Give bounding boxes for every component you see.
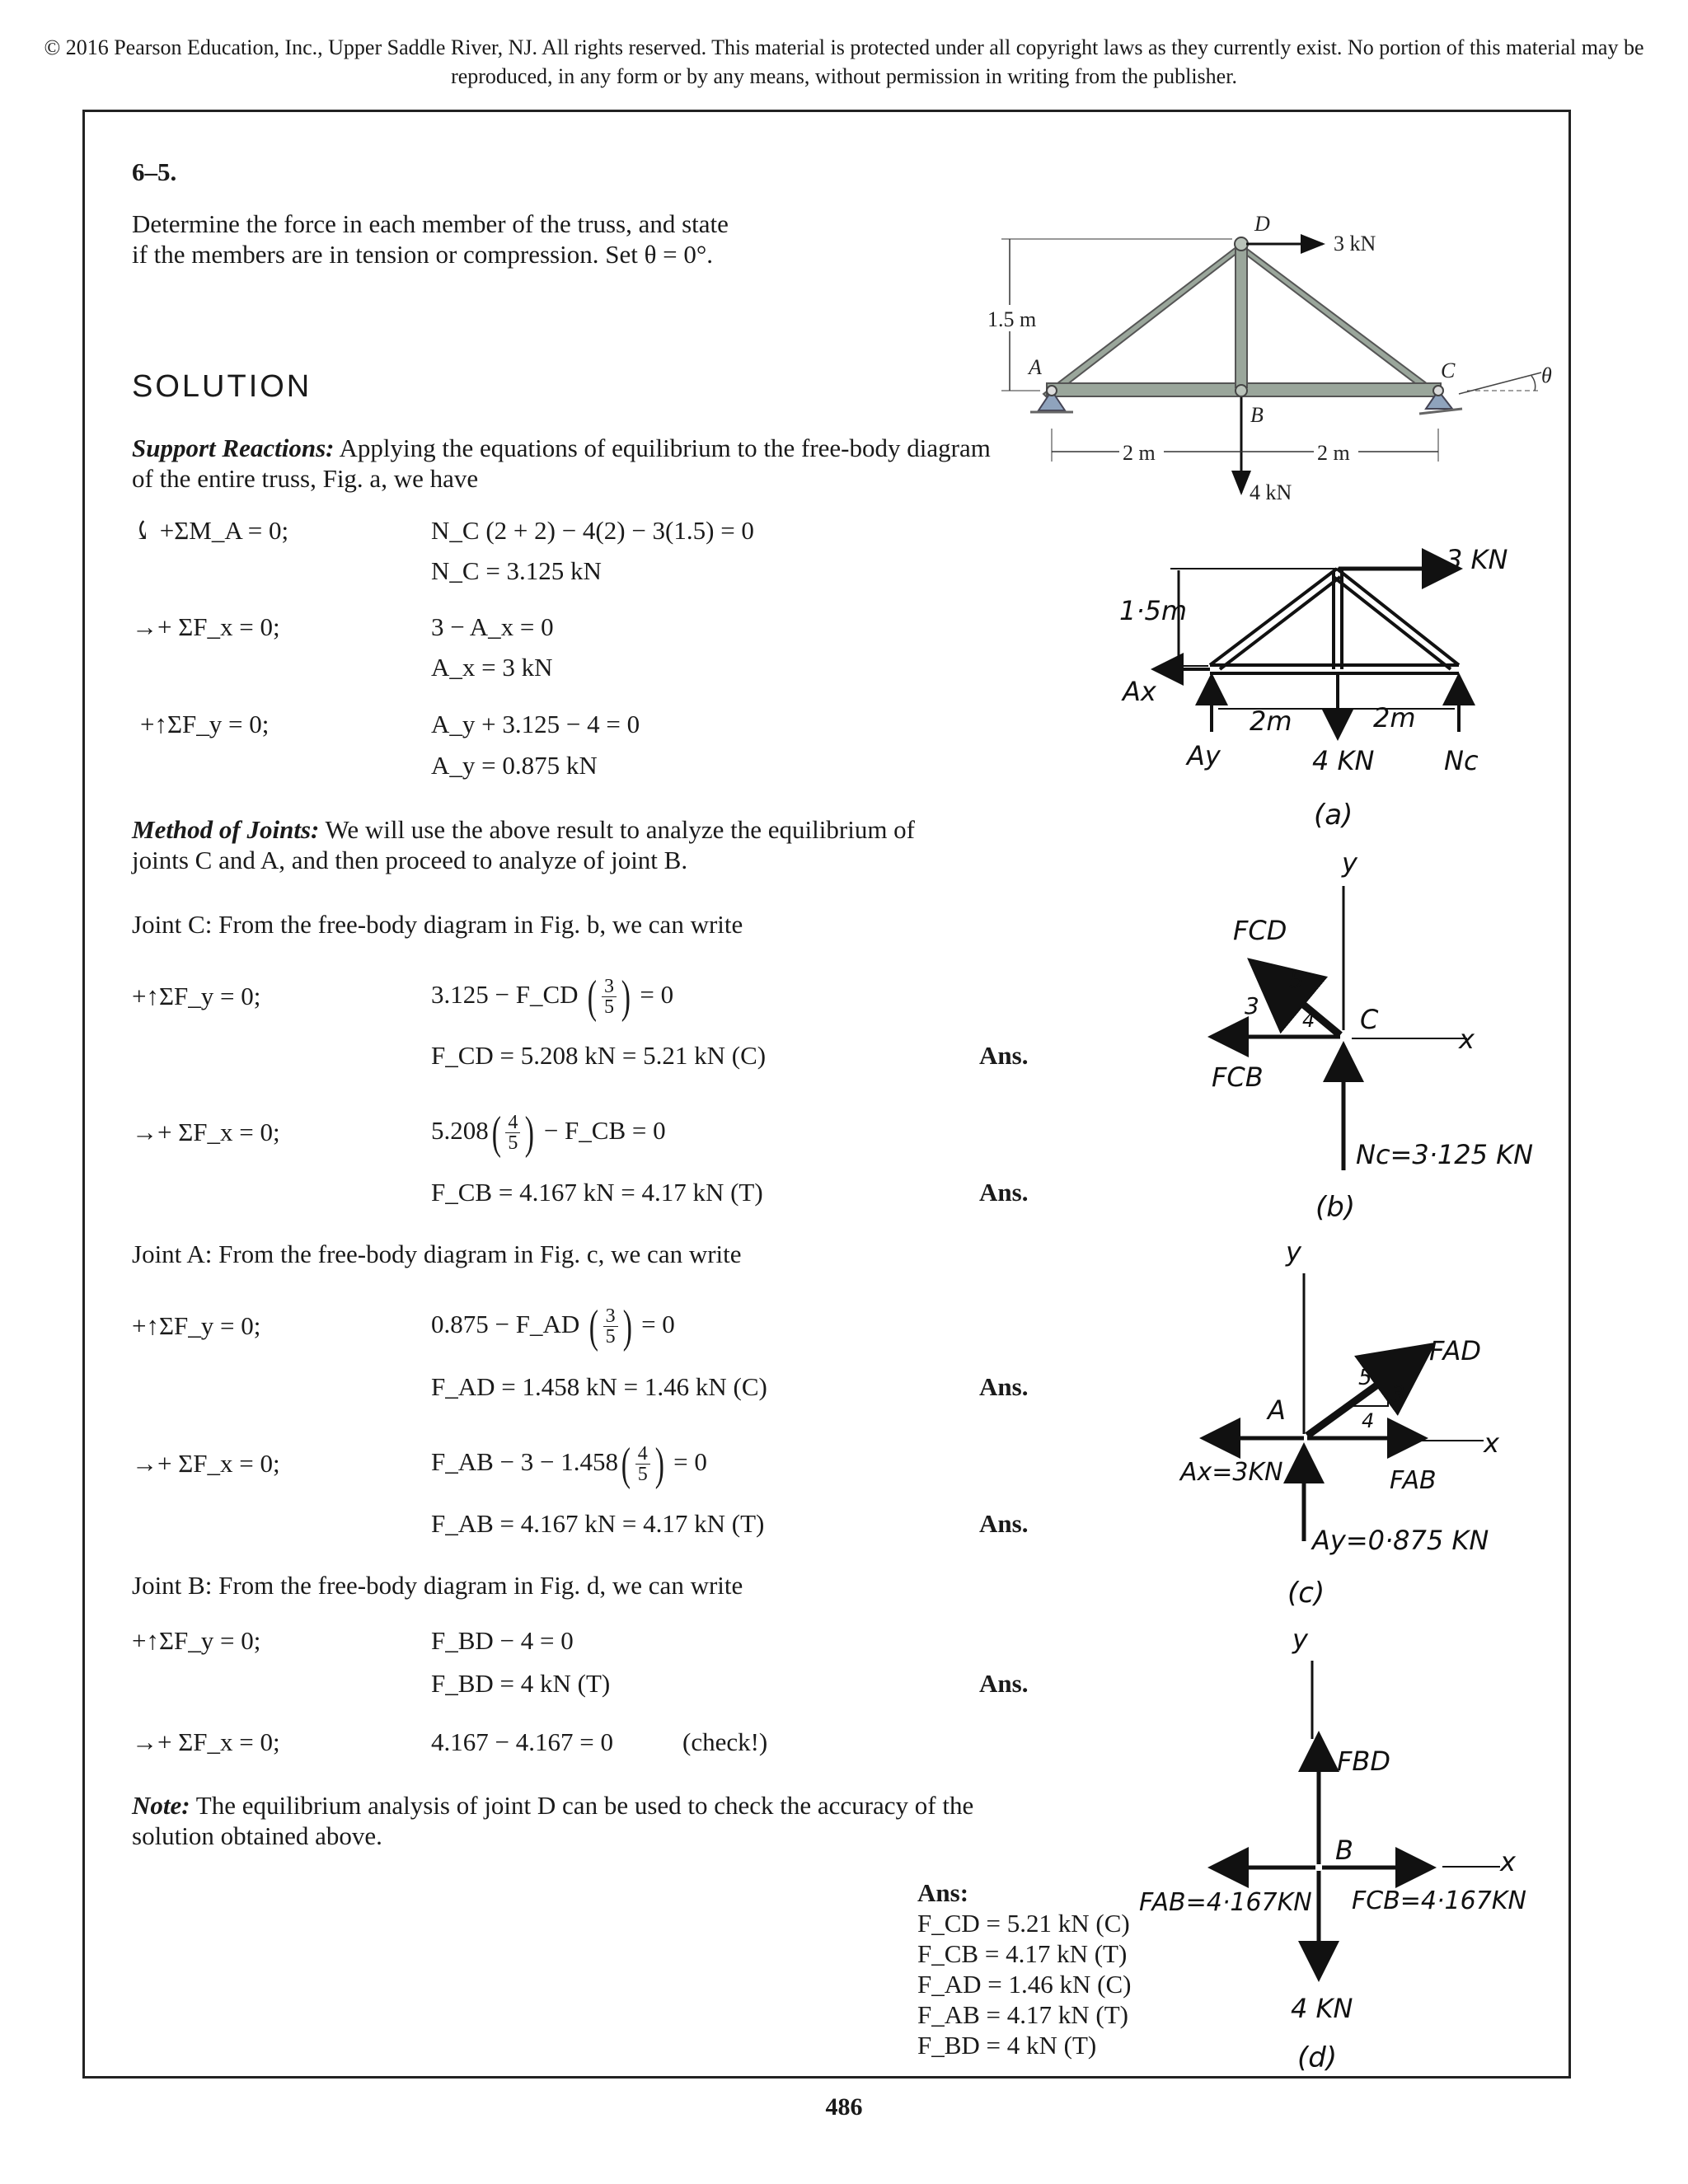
fbd-c-y: y	[1286, 1236, 1301, 1268]
support-text-1: Applying the equations of equilibrium to the free-body diagram	[334, 434, 991, 462]
fbd-a-caption: (a)	[1314, 799, 1353, 832]
paren-close: )	[525, 1107, 535, 1159]
fbd-b-c: C	[1360, 1004, 1379, 1035]
joint-a-fx-eq	[431, 1433, 707, 1491]
problem-line-1: Determine the force in each member of the truss, and state	[132, 209, 729, 238]
joint-a-fad-result: F_AD = 1.458 kN = 1.46 kN (C)	[431, 1372, 767, 1401]
fbd-a	[1096, 527, 1558, 845]
fbd-b	[1187, 832, 1533, 1236]
problem-number: 6–5.	[132, 157, 177, 186]
paren-open: (	[588, 971, 598, 1023]
fbd-c-side-4: 4	[1362, 1409, 1375, 1432]
support-title: Support Reactions:	[132, 434, 335, 462]
fbd-c-side-3: 3	[1391, 1382, 1405, 1407]
eq-moment-lhs: ⤹ +ΣM_A = 0;	[132, 516, 289, 545]
truss-figure	[973, 206, 1552, 511]
joint-a-intro: Joint A: From the free-body diagram in Fig. c, we can write	[132, 1240, 742, 1268]
fbd-b-caption: (b)	[1315, 1191, 1356, 1224]
fbd-c-fab: FAB	[1390, 1466, 1437, 1495]
copyright-notice: © 2016 Pearson Education, Inc., Upper Saddle River, NJ. All rights reserved. This material is protected under all copyright laws as they currently exist. No portion of this material may be reproduced, in any form or by any means, without permission in writing from the publisher.	[44, 35, 1644, 88]
fbd-a-load-b: 4 KN	[1312, 745, 1375, 776]
frac-den: 5	[603, 996, 614, 1019]
frac-num: 3	[603, 1306, 618, 1327]
fbd-c-side-5: 5	[1358, 1366, 1372, 1390]
answer-label-fad: Ans.	[979, 1372, 1029, 1401]
joint-d	[1235, 237, 1248, 251]
fbd-c	[1170, 1220, 1533, 1615]
joint-b-check: (check!)	[682, 1727, 768, 1756]
eq-moment-line-1: N_C (2 + 2) − 4(2) − 3(1.5) = 0	[431, 516, 754, 545]
paren-open: (	[588, 1301, 598, 1352]
joint-c-fy-lhs: +↑ΣF_y = 0;	[132, 982, 261, 1010]
fbd-d-x: x	[1500, 1846, 1516, 1877]
eq-fy-lhs: +↑ΣF_y = 0;	[140, 710, 270, 738]
eq-fy-line-1: A_y + 3.125 − 4 = 0	[431, 710, 640, 738]
fbd-b-y: y	[1342, 847, 1357, 879]
joint-c-fx-term: 5.208	[431, 1116, 489, 1145]
joint-b-fbd-result: F_BD = 4 kN (T)	[431, 1669, 611, 1698]
joint-c-fx-lhs: →+ ΣF_x = 0;	[132, 1118, 280, 1146]
answer-label-fcd: Ans.	[979, 1041, 1029, 1070]
fbd-d-b: B	[1335, 1835, 1353, 1866]
support-text-2: of the entire truss, Fig. a, we have	[132, 464, 479, 493]
fbd-b-nc: Nc=3·125 KN	[1356, 1139, 1534, 1170]
theta-label: θ	[1541, 363, 1552, 387]
fbd-b-fcb: FCB	[1212, 1062, 1264, 1093]
fbd-c-x: x	[1484, 1427, 1499, 1459]
joint-b	[1236, 385, 1247, 396]
fraction-3-5	[603, 1306, 618, 1347]
frac-den: 5	[637, 1464, 648, 1486]
fraction-4-5	[635, 1444, 650, 1484]
load-d-label: 3 kN	[1334, 232, 1376, 255]
joint-c-fy-rhs: = 0	[640, 980, 674, 1009]
fbd-a-nc: Nc	[1444, 745, 1479, 776]
paren-open: (	[621, 1438, 631, 1490]
frac-num: 4	[635, 1444, 650, 1465]
fbd-b-side-5: 5	[1289, 966, 1304, 993]
answer-label-fcb: Ans.	[979, 1178, 1029, 1207]
fbd-d-fbd: FBD	[1337, 1746, 1390, 1777]
support-paragraph-line-1	[132, 433, 991, 463]
paren-close: )	[621, 971, 631, 1023]
fraction-3-5	[602, 977, 617, 1017]
eq-fx-lhs: →+ ΣF_x = 0;	[132, 612, 280, 641]
frac-den: 5	[605, 1326, 616, 1348]
fbd-a-height: 1·5m	[1119, 595, 1188, 626]
frac-den: 5	[508, 1132, 518, 1155]
note-text-1: The equilibrium analysis of joint D can be used to check the accuracy of the	[190, 1791, 974, 1820]
fbd-b-fcd: FCD	[1233, 915, 1287, 946]
fbd-d-y: y	[1292, 1624, 1308, 1655]
joint-a-fy-term: 0.875 − F_AD	[431, 1310, 580, 1338]
frac-num: 4	[505, 1113, 520, 1133]
joint-c-fy-eq	[431, 966, 673, 1024]
fbd-a-left-rafter-2	[1220, 577, 1340, 669]
joint-c-fcd-result: F_CD = 5.208 kN = 5.21 kN (C)	[431, 1041, 767, 1070]
label-a: A	[1029, 355, 1042, 379]
joint-a-fy-eq	[431, 1296, 675, 1353]
fbd-c-fad: FAD	[1429, 1335, 1482, 1366]
label-d: D	[1254, 212, 1270, 236]
fbd-b-side-4: 4	[1302, 1009, 1315, 1032]
problem-line-2: if the members are in tension or compression. Set θ = 0°.	[132, 240, 714, 269]
fraction-4-5	[505, 1113, 520, 1153]
summary-fab: F_AB = 4.17 kN (T)	[917, 2000, 1129, 2029]
eq-fx-line-1: 3 − A_x = 0	[431, 612, 554, 641]
method-text-1: We will use the above result to analyze the equilibrium of	[319, 815, 916, 844]
paren-close: )	[622, 1301, 632, 1352]
fbd-a-ax: Ax	[1123, 676, 1156, 707]
paren-open: (	[491, 1107, 501, 1159]
summary-fad: F_AD = 1.46 kN (C)	[917, 1970, 1132, 1999]
note-line-1	[132, 1790, 973, 1821]
joint-a-fx-term: F_AB − 3 − 1.458	[431, 1447, 619, 1476]
fbd-c-ay: Ay=0·875 KN	[1312, 1525, 1489, 1556]
joint-b-intro: Joint B: From the free-body diagram in Fig. d, we can write	[132, 1571, 743, 1600]
fbd-a-load-3kn: 3 KN	[1446, 544, 1508, 575]
paren-close: )	[654, 1438, 664, 1490]
fbd-a-ay: Ay	[1187, 740, 1221, 771]
fbd-b-slope-triangle	[1268, 996, 1294, 1015]
joint-b-fy-eq: F_BD − 4 = 0	[431, 1626, 574, 1655]
member-bd	[1236, 246, 1247, 387]
joint-c-fx-eq	[431, 1102, 666, 1160]
summary-fcb: F_CB = 4.17 kN (T)	[917, 1939, 1128, 1968]
solution-heading: SOLUTION	[132, 369, 312, 404]
summary-fbd: F_BD = 4 kN (T)	[917, 2031, 1097, 2060]
joint-a-fy-lhs: +↑ΣF_y = 0;	[132, 1311, 261, 1340]
summary-fcd: F_CD = 5.21 kN (C)	[917, 1909, 1130, 1938]
eq-fx-line-2: A_x = 3 kN	[431, 653, 553, 682]
answer-label-fab: Ans.	[979, 1509, 1029, 1538]
joint-a-fy-rhs: = 0	[641, 1310, 675, 1338]
fbd-d	[1129, 1607, 1541, 2077]
fbd-a-right-rafter-2	[1334, 577, 1451, 669]
method-title: Method of Joints:	[132, 815, 320, 844]
fbd-b-side-3: 3	[1245, 992, 1259, 1019]
fbd-d-fab: FAB=4·167KN	[1139, 1888, 1312, 1917]
height-label: 1.5 m	[987, 307, 1037, 331]
joint-a-fab-result: F_AB = 4.167 kN = 4.17 kN (T)	[431, 1509, 765, 1538]
fbd-c-caption: (c)	[1287, 1577, 1325, 1610]
label-c: C	[1441, 359, 1456, 382]
fbd-b-x: x	[1459, 1024, 1475, 1055]
note-text-2: solution obtained above.	[132, 1821, 382, 1850]
fbd-c-a: A	[1268, 1394, 1286, 1426]
fbd-d-caption: (d)	[1297, 2041, 1338, 2074]
joint-c-fy-term: 3.125 − F_CD	[431, 980, 579, 1009]
eq-moment-line-2: N_C = 3.125 kN	[431, 556, 602, 585]
page-number: 486	[825, 2093, 863, 2121]
method-text-2: joints C and A, and then proceed to analyze of joint B.	[132, 846, 688, 874]
fbd-a-span-1: 2m	[1250, 705, 1292, 737]
fbd-d-load: 4 KN	[1291, 1993, 1353, 2024]
span-left-label: 2 m	[1123, 441, 1156, 465]
joint-a	[1047, 386, 1057, 396]
joint-c-intro: Joint C: From the free-body diagram in Fig. b, we can write	[132, 910, 743, 939]
span-right-label: 2 m	[1317, 441, 1350, 465]
load-b-label: 4 kN	[1250, 480, 1292, 504]
answer-label-fbd: Ans.	[979, 1669, 1029, 1698]
method-paragraph-line-1	[132, 814, 915, 845]
fbd-a-span-2: 2m	[1373, 702, 1416, 733]
label-b: B	[1250, 403, 1264, 427]
joint-a-fx-rhs: = 0	[673, 1447, 707, 1476]
fbd-a-left-rafter	[1210, 569, 1337, 665]
eq-fy-line-2: A_y = 0.875 kN	[431, 751, 598, 780]
joint-b-fx-eq: 4.167 − 4.167 = 0	[431, 1727, 613, 1756]
joint-c-fx-rhs: − F_CB = 0	[543, 1116, 666, 1145]
joint-b-fx-lhs: →+ ΣF_x = 0;	[132, 1727, 280, 1756]
joint-b-fy-lhs: +↑ΣF_y = 0;	[132, 1626, 261, 1655]
note-title: Note:	[132, 1791, 190, 1820]
joint-c-fcb-result: F_CB = 4.167 kN = 4.17 kN (T)	[431, 1178, 763, 1207]
fbd-d-fcb: FCB=4·167KN	[1352, 1886, 1526, 1915]
frac-num: 3	[602, 977, 617, 997]
member-ad	[1043, 244, 1245, 399]
fbd-a-right-rafter	[1337, 569, 1459, 665]
summary-title: Ans:	[917, 1878, 969, 1907]
joint-a-fx-lhs: →+ ΣF_x = 0;	[132, 1449, 280, 1478]
joint-c	[1433, 386, 1443, 396]
fbd-c-ax: Ax=3KN	[1180, 1458, 1283, 1487]
